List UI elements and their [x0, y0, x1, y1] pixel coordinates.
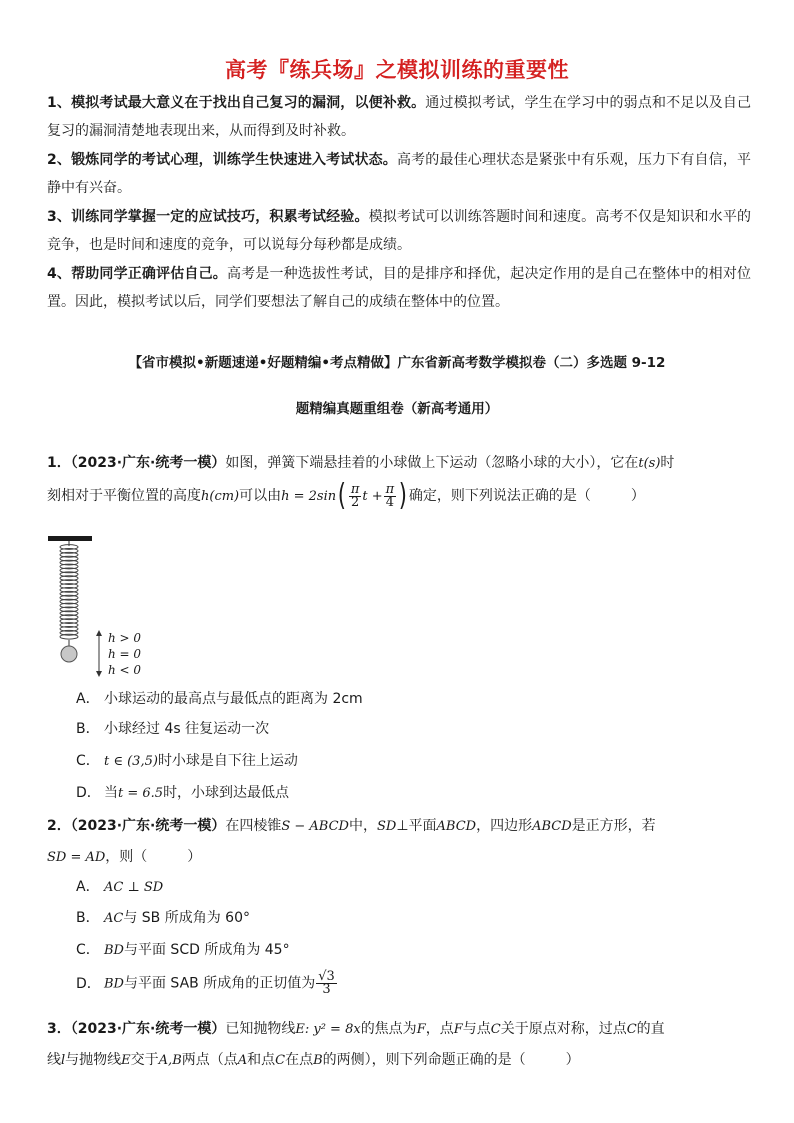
question-3: [47, 1014, 753, 1076]
question-1-option-c[interactable]: C． t ∈ (3,5)时小球是自下往上运动: [76, 753, 298, 769]
arrow-up-icon: [96, 630, 102, 636]
question-1-line-2: 刻相对于平衡位置的高度h(cm)可以由h = 2sin( $\frac{\pi}{2}$ t + $\frac{\pi}{4}$ ) 确定，则下列说法正确的是（ ）: [47, 478, 645, 513]
label-h-negative: h < 0: [108, 663, 142, 677]
question-2-line-2: SD = AD，则（ ）: [47, 849, 202, 865]
intro-paragraph-2: 2、锻炼同学的考试心理，训练学生快速进入考试状态。高考的最佳心理状态是紧张中有乐观，压力下有自信，平静中有兴奋。: [47, 152, 751, 196]
question-2-option-c[interactable]: C． BD与平面 SCD 所成角为 45°: [76, 942, 290, 958]
intro-paragraph-3: 3、训练同学掌握一定的应试技巧，积累考试经验。模拟考试可以训练答题时间和速度。高考不仅是知识和水平的竞争，也是时间和速度的竞争，可以说每分每秒都是成绩。: [47, 209, 752, 253]
question-1-option-d[interactable]: D． 当t = 6.5时，小球到达最低点: [76, 785, 290, 801]
question-2-line-1: 2．（2023·广东·统考一模）在四棱锥S − ABCD中，SD⊥平面ABCD，四边形ABCD是正方形，若: [47, 818, 656, 834]
fraction-sqrt3-over-3: $\frac{√3}{3}$: [318, 969, 335, 997]
intro-section: [47, 89, 751, 317]
page-title: 高考『练兵场』之模拟训练的重要性: [225, 58, 569, 82]
spring-coil-loops: [60, 545, 78, 640]
label-h-positive: h > 0: [108, 631, 142, 645]
question-1-line-1: 1．（2023·广东·统考一模）如图，弹簧下端悬挂着的小球做上下运动（忽略小球的大小），它在t(s)时: [47, 455, 675, 471]
formula-h: h = 2sin: [281, 489, 337, 504]
ball: [61, 646, 77, 662]
question-1-option-b[interactable]: B． 小球经过 4s 往复运动一次: [76, 721, 270, 737]
arrow-down-icon: [96, 671, 102, 677]
intro-paragraph-1: 1、模拟考试最大意义在于找出自己复习的漏洞，以便补救。通过模拟考试，学生在学习中的弱点和不足以及自己复习的漏洞清楚地表现出来，从而得到及时补救。: [47, 95, 751, 139]
spring-figure: [46, 532, 156, 682]
spring-ceiling-bar: [48, 536, 92, 541]
label-h-zero: h = 0: [108, 647, 142, 661]
intro-paragraph-4: 4、帮助同学正确评估自己。高考是一种选拔性考试，目的是排序和择优，起决定作用的是自己在整体中的相对位置。因此，模拟考试以后，同学们要想法了解自己的成绩在整体中的位置。: [47, 266, 751, 310]
question-3-line-1: 3．（2023·广东·统考一模）已知抛物线E: y² = 8x的焦点为F，点F与点C关于原点对称，过点C的直: [47, 1021, 665, 1037]
section-heading-line-1: 【省市模拟•新题速递•好题精编•考点精做】广东省新高考数学模拟卷（二）多选题 9-12: [128, 355, 666, 371]
section-heading-line-2: 题精编真题重组卷（新高考通用）: [295, 401, 499, 417]
question-2-option-d[interactable]: D． BD与平面 SAB 所成角的正切值为 $\frac{√3}{3}$: [76, 969, 335, 997]
question-2-option-a[interactable]: A． AC ⊥ SD: [76, 879, 164, 895]
question-3-line-2: 线l与抛物线E交于A,B两点（点A和点C在点B的两侧），则下列命题正确的是（ ）: [47, 1052, 580, 1068]
question-2-option-b[interactable]: B． AC与 SB 所成角为 60°: [76, 910, 250, 926]
question-1: [47, 448, 753, 512]
question-2: [47, 811, 753, 873]
question-1-option-a[interactable]: A． 小球运动的最高点与最低点的距离为 2cm: [76, 691, 363, 707]
